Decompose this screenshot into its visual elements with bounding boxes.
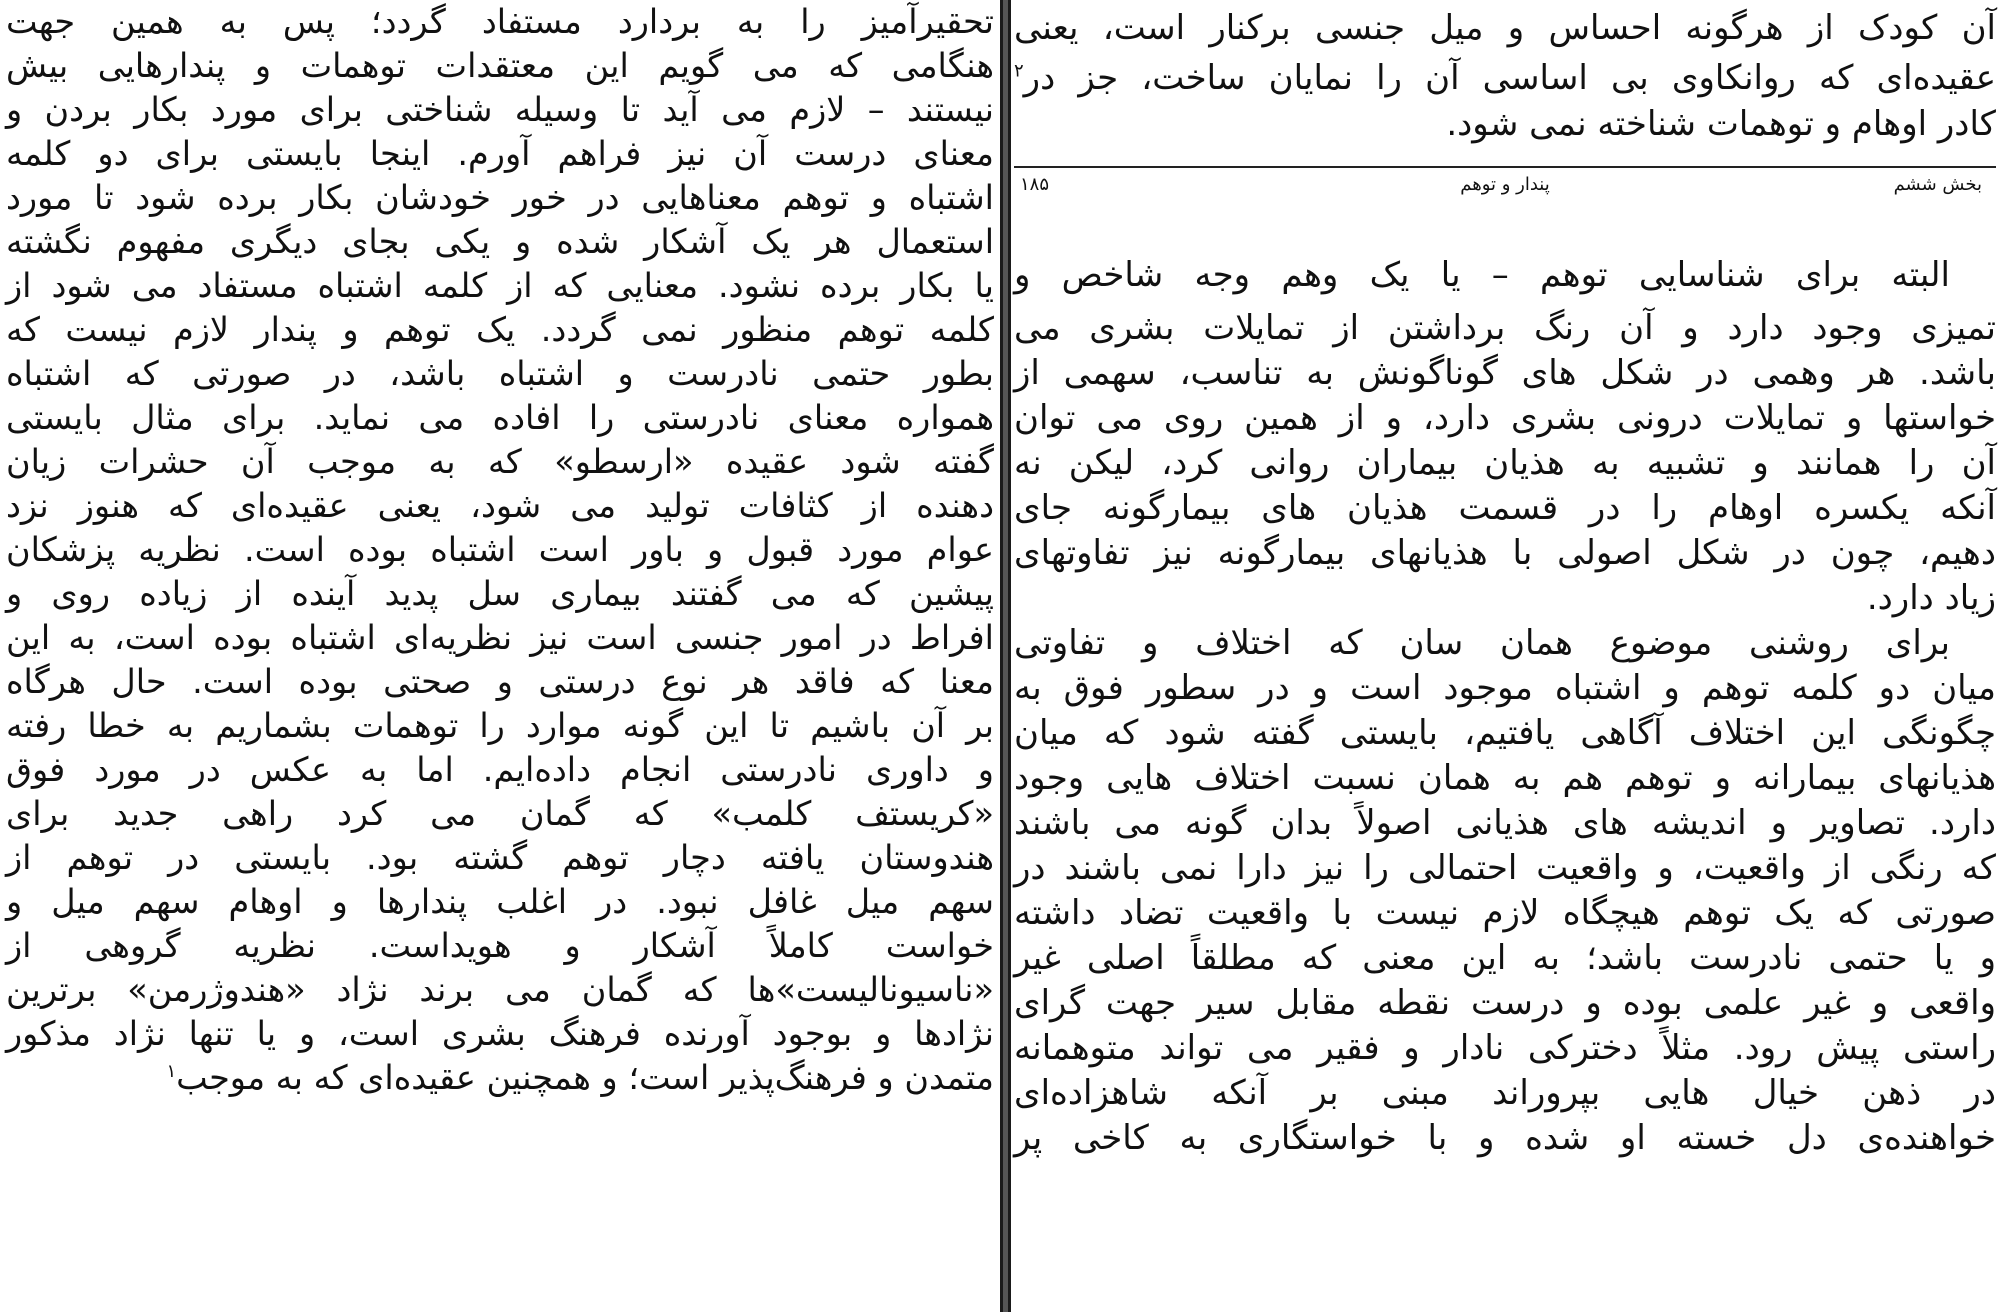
right-page-top-text: [1014, 2, 1996, 147]
text-line: یا بکار برده نشود. معنایی که از کلمه اشتباه مستفاد می شود از: [6, 266, 994, 305]
text-line: آن را همانند و تشبیه به هذیان بیماران روانی کرد، لیکن نه: [1014, 443, 1996, 483]
text-line: کادر اوهام و توهمات شناخته نمی شود.: [1446, 104, 1996, 144]
text-line: تمیزی وجود دارد و آن رنگ برداشتن از تمایلات بشری می: [1014, 308, 1996, 348]
left-page-text: [6, 0, 994, 1100]
text-line: زیاد دارد.: [1866, 578, 1996, 618]
text-line: آنکه یکسره اوهام را در قسمت هذیان های بیمارگونه جای: [1014, 488, 1996, 528]
text-line-with-footnote: [1014, 54, 1996, 102]
text-line: «کریستف کلمب» که گمان می کرد راهی جدید برای: [6, 794, 994, 833]
text-line: البته برای شناسایی توهم – یا یک وهم وجه شاخص و: [1014, 255, 1950, 295]
text-line: بر آن باشیم تا این گونه موارد را توهمات بشماریم به خطا رفته: [6, 706, 994, 745]
text-line: متمدن و فرهنگ‌پذیر است؛ و همچنین عقیده‌ای که به موجب: [176, 1058, 994, 1097]
text-line: تحقیرآمیز را به بردارد مستفاد گردد؛ پس به همین جهت: [6, 2, 994, 41]
text-line: استعمال هر یک آشکار شده و یکی بجای دیگری مفهوم نگشته: [6, 222, 994, 261]
right-page-body-text: [1014, 244, 1996, 1161]
footnote-mark: ۱: [166, 1060, 177, 1082]
chapter-label: بخش ششم: [1893, 174, 1982, 195]
text-line: چگونگی این اختلاف آگاهی یافتیم، بایستی گفته شود که میان: [1014, 713, 1996, 753]
text-line: که رنگی از واقعیت، و واقعیت احتمالی را نیز دارا نمی باشند در: [1014, 848, 1996, 888]
text-line: برای روشنی موضوع همان سان که اختلاف و تفاوتی: [1014, 623, 1950, 663]
text-line: باشد. هر وهمی در شکل های گوناگونش به تناسب، سهمی از: [1014, 353, 1996, 393]
text-line: صورتی که یک توهم هیچگاه لازم نیست با واقعیت تضاد داشته: [1014, 893, 1996, 933]
text-line-with-footnote: [6, 1056, 994, 1100]
text-line: خواستها و تمایلات درونی بشری دارد، و از همین روی می توان: [1014, 398, 1996, 438]
text-line: «ناسیونالیست»ها که گمان می برند نژاد «هندوژرمن» برترین: [6, 970, 994, 1009]
book-gutter: [1000, 0, 1011, 1312]
text-line: نژادها و بوجود آورنده فرهنگ بشری است، و یا تنها نژاد مذکور: [6, 1014, 994, 1053]
text-line: همواره معنای نادرستی را افاده می نماید. برای مثال بایستی: [6, 398, 994, 437]
text-line: هندوستان یافته دچار توهم گشته بود. بایستی در توهم از: [6, 838, 994, 877]
text-line: معنا که فاقد هر نوع درستی و صحتی بوده است. حال هرگاه: [6, 662, 994, 701]
text-line: دارد. تصاویر و اندیشه های هذیانی اصولاً بدان گونه می باشند: [1014, 803, 1996, 843]
footnote-mark: ۲: [1014, 60, 1024, 82]
text-line: عوام مورد قبول و باور است اشتباه بوده است. نظریه پزشکان: [6, 530, 994, 569]
text-line: و داوری نادرستی انجام داده‌ایم. اما به عکس در مورد فوق: [6, 750, 994, 789]
text-line: پیشین که می گفتند بیماری سل پدید آینده از زیاده روی و: [6, 574, 994, 613]
text-line: افراط در امور جنسی است نیز نظریه‌ای اشتباه بوده است، به این: [6, 618, 994, 657]
text-line: میان دو کلمه توهم و اشتباه موجود است و در سطور فوق به: [1014, 668, 1996, 708]
text-line: عقیده‌ای که روانکاوی بی اساسی آن را نمایان ساخت، جز در: [1023, 58, 1996, 98]
text-line: هذیانهای بیمارانه و توهم هم به همان نسبت اختلاف هایی وجود: [1014, 758, 1996, 798]
text-line: در ذهن خیال هایی بپروراند مبنی بر آنکه شاهزاده‌ای: [1014, 1073, 1996, 1113]
text-line: دهیم، چون در شکل اصولی با هذیانهای بیمارگونه نیز تفاوتهای: [1014, 533, 1996, 573]
text-line: گفته شود عقیده «ارسطو» که به موجب آن حشرات زیان: [6, 442, 994, 481]
text-line: هنگامی که می گویم این معتقدات توهمات و پندارهایی بیش: [6, 46, 994, 85]
text-line: معنای درست آن نیز فراهم آورم. اینجا بایستی برای دو کلمه: [6, 134, 994, 173]
text-line: دهنده از کثافات تولید می شود، یعنی عقیده‌ای که هنوز نزد: [6, 486, 994, 525]
running-title: پندار و توهم: [1460, 174, 1550, 195]
text-line: و یا حتمی نادرست باشد؛ به این معنی که مطلقاً اصلی غیر: [1014, 938, 1996, 978]
text-line: خواست کاملاً آشکار و هویداست. نظریه گروهی از: [6, 926, 994, 965]
text-line: راستی پیش رود. مثلاً دخترکی نادار و فقیر می تواند متوهمانه: [1014, 1028, 1996, 1068]
text-line: اشتباه و توهم معناهایی در خور خودشان بکار برده شود تا مورد: [6, 178, 994, 217]
text-line: کلمه توهم منظور نمی گردد. یک توهم و پندار لازم نیست که: [6, 310, 994, 349]
page-number: ۱۸۵: [1020, 174, 1050, 195]
text-line: نیستند – لازم می آید تا وسیله شناختی برای مورد بکار بردن و: [6, 90, 994, 129]
text-line: سهم میل غافل نبود. در اغلب پندارها و اوهام سهم میل و: [6, 882, 994, 921]
text-line: آن کودک از هرگونه احساس و میل جنسی برکنار است، یعنی: [1014, 8, 1996, 48]
running-header: [1014, 174, 1996, 202]
header-rule: [1014, 166, 1996, 168]
text-line: بطور حتمی نادرست و اشتباه باشد، در صورتی که اشتباه: [6, 354, 994, 393]
text-line: واقعی و غیر علمی بوده و درست نقطه مقابل سیر جهت گرای: [1014, 983, 1996, 1023]
text-line: خواهنده‌ی دل خسته او شده و با خواستگاری به کاخی پر: [1014, 1118, 1996, 1158]
